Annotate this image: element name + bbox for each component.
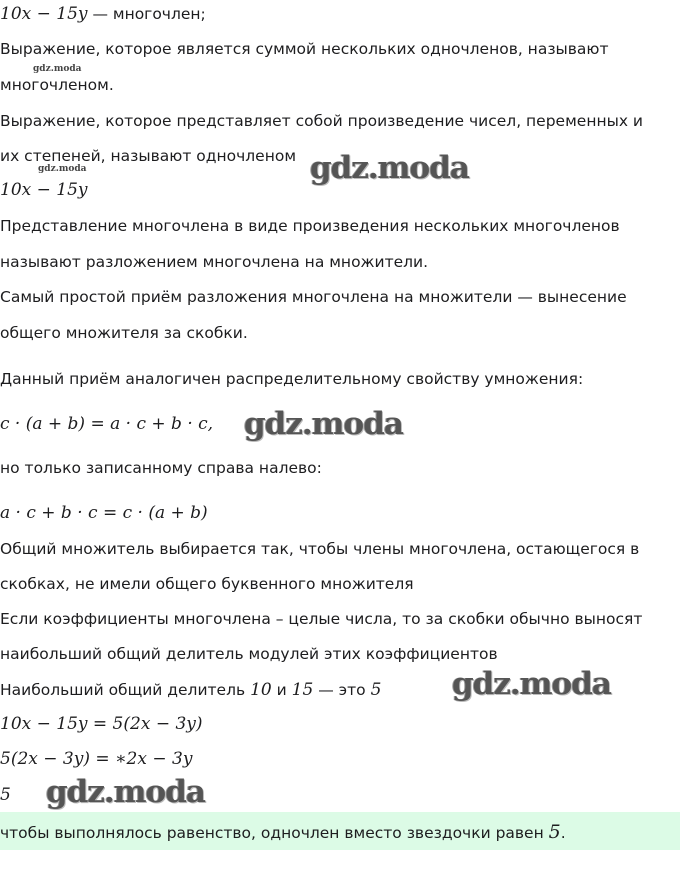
text: Наибольший общий делитель xyxy=(0,681,251,699)
text: — многочлен; xyxy=(87,5,206,23)
text: . xyxy=(560,824,566,842)
math-number: 5 xyxy=(0,785,11,805)
paragraph-line: Общий множитель выбирается так, чтобы члены многочлена, остающегося в xyxy=(0,540,640,558)
watermark-small: gdz.moda xyxy=(38,164,87,174)
math-number: 10 xyxy=(250,680,272,700)
text: — это xyxy=(313,681,371,699)
math-number: 15 xyxy=(291,680,314,700)
text: чтобы выполнялось равенство, одночлен вместо звездочки равен xyxy=(0,824,549,842)
answer-line xyxy=(0,821,566,843)
math-formula: c · (a + b) = a · c + b · c, xyxy=(0,414,214,434)
math-formula: 10x − 15y = 5(2x − 3y) xyxy=(0,714,203,734)
gcd-line xyxy=(0,680,381,700)
paragraph-line: Выражение, которое является суммой нескольких одночленов, называют xyxy=(0,40,609,58)
math-number: 5 xyxy=(370,680,382,700)
math-formula: 5(2x − 3y) = ∗2x − 3y xyxy=(0,749,193,769)
paragraph-line: Если коэффициенты многочлена – целые числа, то за скобки обычно выносят xyxy=(0,610,643,628)
paragraph-line: их степеней, называют одночленом xyxy=(0,147,297,165)
paragraph-line: Данный приём аналогичен распределительному свойству умножения: xyxy=(0,370,584,388)
paragraph-line: Выражение, которое представляет собой произведение чисел, переменных и xyxy=(0,112,644,130)
watermark-big: gdz.moda xyxy=(310,150,469,186)
watermark-big: gdz.moda xyxy=(244,406,403,442)
math-formula: a · c + b · c = c · (a + b) xyxy=(0,503,208,523)
watermark-big: gdz.moda xyxy=(46,774,205,810)
watermark-big: gdz.moda xyxy=(452,666,611,702)
math-number: 5 xyxy=(548,821,561,843)
math-expression: 10x − 15y xyxy=(0,180,88,200)
paragraph-line: скобках, не имели общего буквенного множителя xyxy=(0,575,414,593)
paragraph-line: Самый простой приём разложения многочлена на множители — вынесение xyxy=(0,288,627,306)
paragraph-line: но только записанному справа налево: xyxy=(0,459,322,477)
line-polynomial-def xyxy=(0,4,206,24)
paragraph-line: наибольший общий делитель модулей этих коэффициентов xyxy=(0,645,498,663)
paragraph-line: общего множителя за скобки. xyxy=(0,324,248,342)
paragraph-line: Представление многочлена в виде произведения нескольких многочленов xyxy=(0,217,620,235)
paragraph-line: называют разложением многочлена на множители. xyxy=(0,253,429,271)
watermark-small: gdz.moda xyxy=(33,64,82,74)
math-expression: 10x − 15y xyxy=(0,4,88,24)
paragraph-line: многочленом. xyxy=(0,76,114,94)
text: и xyxy=(271,681,292,699)
